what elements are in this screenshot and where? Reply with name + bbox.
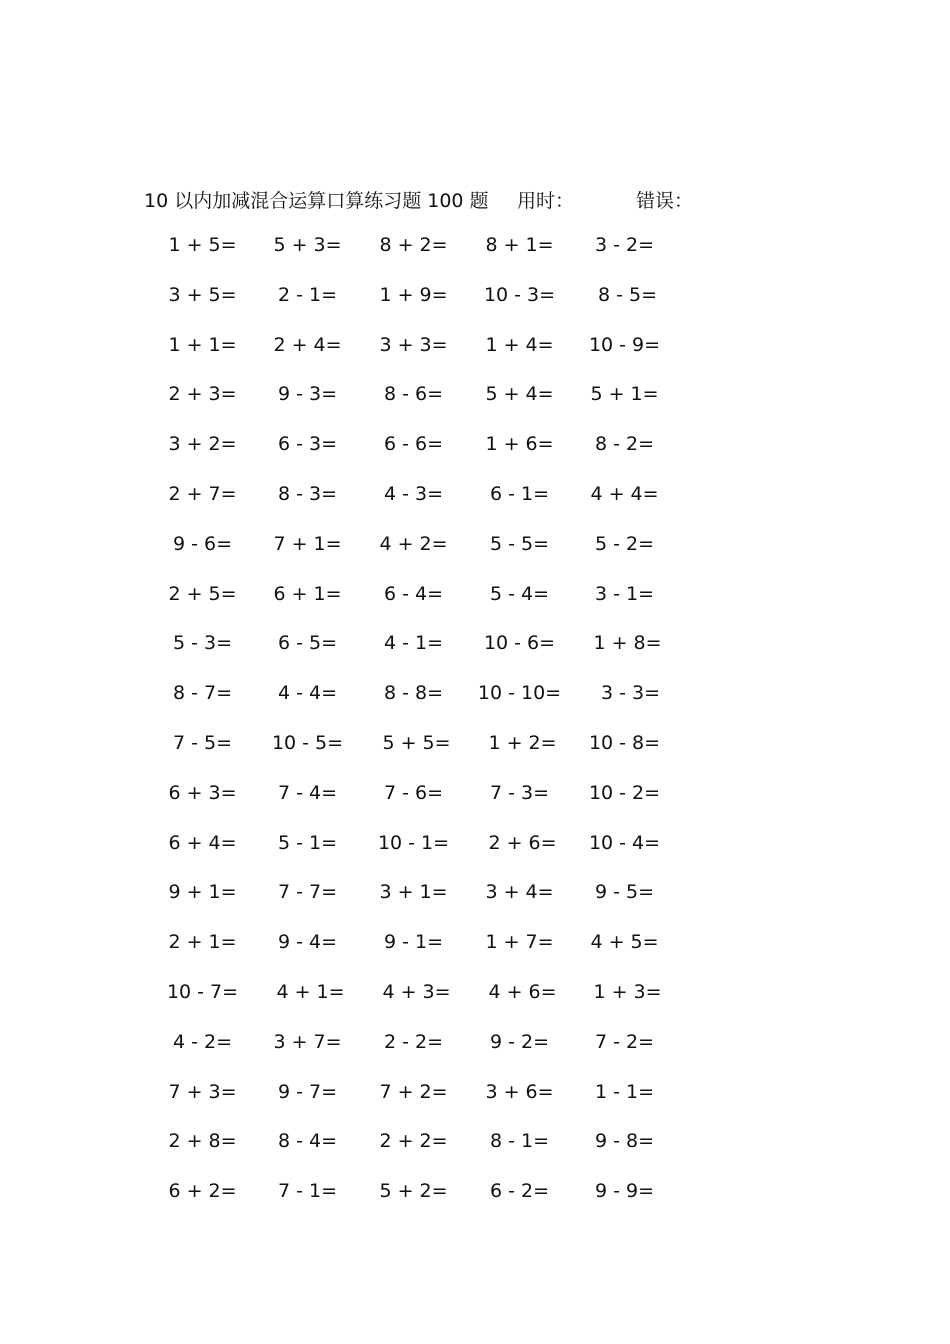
problem-item: 1 + 1= (168, 333, 237, 356)
problem-item: 3 + 6= (485, 1080, 554, 1103)
problem-item: 10 - 10= (477, 682, 562, 705)
problem-item: 2 + 8= (168, 1130, 237, 1153)
problem-item: 3 - 3= (588, 682, 661, 705)
problem-item: 2 + 6= (482, 831, 557, 854)
problem-item: 5 - 1= (277, 831, 338, 854)
problem-item: 5 + 4= (485, 383, 554, 406)
problem-item: 3 + 2= (168, 433, 237, 456)
problem-item: 1 + 4= (485, 333, 554, 356)
problem-item: 5 + 3= (273, 234, 342, 256)
problem-item: 4 + 2= (379, 532, 448, 555)
problem-item: 9 - 3= (277, 383, 338, 406)
problem-item: 8 - 5= (591, 283, 658, 306)
problem-item: 7 - 1= (277, 1180, 338, 1203)
problem-item: 7 - 7= (277, 881, 338, 904)
problem-item: 4 + 1= (270, 980, 345, 1003)
problem-item: 1 + 7= (485, 931, 554, 954)
problem-item: 3 + 1= (379, 881, 448, 904)
problem-item: 1 + 6= (485, 433, 554, 456)
problem-item: 2 - 1= (277, 283, 338, 306)
error-label: 错误： (636, 190, 694, 212)
problem-item: 8 - 7= (172, 682, 233, 705)
problem-item: 6 - 3= (277, 433, 338, 456)
problem-item: 8 - 8= (383, 682, 444, 705)
problem-item: 6 - 1= (489, 482, 550, 505)
problem-item: 9 - 8= (594, 1130, 655, 1153)
problem-item: 10 - 4= (588, 831, 661, 854)
problem-item: 7 - 3= (489, 781, 550, 804)
problem-item: 6 + 2= (168, 1180, 237, 1203)
problem-item: 9 - 1= (383, 931, 444, 954)
problem-item: 3 + 5= (168, 283, 237, 306)
problem-item: 9 - 9= (594, 1180, 655, 1203)
problem-item: 1 + 9= (379, 283, 448, 306)
problem-item: 7 - 5= (172, 731, 233, 754)
problem-item: 8 - 1= (489, 1130, 550, 1153)
problem-item: 2 + 7= (168, 482, 237, 505)
problem-item: 6 + 1= (273, 582, 342, 605)
problem-item: 4 + 3= (376, 980, 451, 1003)
problem-item: 10 - 1= (377, 831, 450, 854)
problem-item: 1 + 3= (587, 980, 662, 1003)
problem-item: 4 - 1= (383, 632, 444, 655)
problem-item: 5 - 5= (489, 532, 550, 555)
problem-item: 4 + 6= (482, 980, 557, 1003)
problem-item: 8 + 1= (485, 234, 554, 256)
problem-item: 10 - 6= (483, 632, 556, 655)
problem-item: 10 - 5= (271, 731, 344, 754)
problem-item: 2 - 2= (383, 1030, 444, 1053)
problem-item: 9 - 5= (594, 881, 655, 904)
time-label: 用时： (517, 190, 575, 212)
problem-item: 3 - 1= (594, 582, 655, 605)
problem-item: 8 + 2= (379, 234, 448, 256)
problem-item: 8 - 2= (594, 433, 655, 456)
problem-item: 5 + 1= (590, 383, 659, 406)
problem-item: 6 - 6= (383, 433, 444, 456)
worksheet-header (144, 186, 744, 214)
problem-item: 6 + 4= (168, 831, 237, 854)
problem-item: 7 + 1= (273, 532, 342, 555)
problem-item: 3 + 4= (485, 881, 554, 904)
problem-item: 1 + 5= (168, 234, 237, 256)
problem-item: 4 - 4= (277, 682, 338, 705)
problem-item: 8 - 6= (383, 383, 444, 406)
problem-item: 1 + 8= (587, 632, 662, 655)
problem-item: 4 + 5= (590, 931, 659, 954)
problem-item: 2 + 5= (168, 582, 237, 605)
problem-item: 3 + 3= (379, 333, 448, 356)
problem-item: 3 + 7= (273, 1030, 342, 1053)
problem-item: 7 - 6= (383, 781, 444, 804)
problem-item: 2 + 4= (273, 333, 342, 356)
problem-item: 9 + 1= (168, 881, 237, 904)
problem-item: 8 - 3= (277, 482, 338, 505)
problem-item: 4 - 2= (172, 1030, 233, 1053)
problem-item: 10 - 2= (588, 781, 661, 804)
problem-item: 10 - 7= (166, 980, 239, 1003)
problem-item: 10 - 9= (588, 333, 661, 356)
problem-item: 2 + 1= (168, 931, 237, 954)
problem-item: 10 - 8= (588, 731, 661, 754)
problem-item: 6 + 3= (168, 781, 237, 804)
problem-item: 1 + 2= (482, 731, 557, 754)
problem-item: 8 - 4= (277, 1130, 338, 1153)
problem-item: 9 - 2= (489, 1030, 550, 1053)
problem-item: 7 - 2= (594, 1030, 655, 1053)
problem-item: 5 - 3= (172, 632, 233, 655)
problem-item: 7 + 2= (379, 1080, 448, 1103)
problem-item: 5 - 4= (489, 582, 550, 605)
problem-item: 9 - 6= (172, 532, 233, 555)
problem-item: 4 + 4= (590, 482, 659, 505)
problem-item: 3 - 2= (594, 234, 655, 256)
problem-item: 5 - 2= (594, 532, 655, 555)
problem-item: 6 - 2= (489, 1180, 550, 1203)
problem-item: 2 + 3= (168, 383, 237, 406)
problem-item: 9 - 7= (277, 1080, 338, 1103)
problem-item: 5 + 2= (379, 1180, 448, 1203)
problem-item: 5 + 5= (376, 731, 451, 754)
problem-item: 7 - 4= (277, 781, 338, 804)
problem-item: 7 + 3= (168, 1080, 237, 1103)
problem-item: 10 - 3= (483, 283, 556, 306)
problem-item: 6 - 4= (383, 582, 444, 605)
problem-item: 9 - 4= (277, 931, 338, 954)
problem-item: 6 - 5= (277, 632, 338, 655)
problem-item: 2 + 2= (379, 1130, 448, 1153)
problem-item: 4 - 3= (383, 482, 444, 505)
problem-item: 1 - 1= (594, 1080, 655, 1103)
worksheet-title: 10 以内加减混合运算口算练习题 100 题 (144, 190, 489, 212)
